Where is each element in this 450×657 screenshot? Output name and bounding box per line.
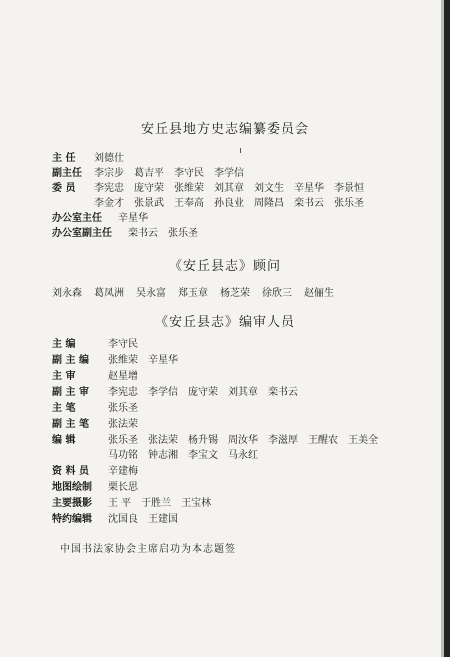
names-list [108,465,148,479]
person-name: 马永红 [228,450,258,461]
person-name: 张法荣 [108,419,138,430]
names-list [94,152,134,166]
person-name: 孙良业 [214,198,244,209]
person-name: 李滋厚 [268,435,298,446]
person-name: 张维荣 [108,355,138,366]
names-list [108,402,148,416]
names-list [108,354,188,368]
person-name: 栾书云 [294,198,324,209]
person-name: 周隆昌 [254,198,284,209]
person-name: 刘德仕 [94,153,124,164]
person-name: 栗长思 [108,482,138,493]
role-label: 主 任 [52,153,76,164]
committee-title: 安丘县地方史志编纂委员会 [140,122,309,137]
person-name: 徐欣三 [262,288,292,299]
advisors-names [52,284,346,299]
person-name: 李宝文 [188,450,218,461]
person-name: 庞守荣 [188,387,218,398]
person-name: 葛凤洲 [94,288,124,299]
names-list [108,370,148,384]
names-list [108,481,148,495]
person-name: 李景恒 [334,183,364,194]
person-name: 杨升锡 [188,435,218,446]
person-name: 王奉高 [174,198,204,209]
person-name: 辛星华 [294,183,324,194]
person-name: 王美全 [348,435,378,446]
names-list [108,434,388,448]
names-list [108,418,148,432]
names-list [108,386,308,400]
person-name: 李守民 [174,168,204,179]
names-list [108,513,188,527]
person-name: 沈国良 [108,514,138,525]
role-label: 地图绘制 [52,482,92,493]
person-name: 张乐圣 [108,435,138,446]
role-label: 主 笔 [52,403,76,414]
advisors-title: 《安丘县志》顾问 [168,259,281,274]
role-label: 编 辑 [52,435,76,446]
person-name: 张乐圣 [108,403,138,414]
person-name: 李宗步 [94,168,124,179]
person-name: 李金才 [94,198,124,209]
person-name: 刘其章 [228,387,258,398]
person-name: 张景武 [134,198,164,209]
person-name: 刘文生 [254,183,284,194]
names-list [108,449,268,463]
person-name: 辛星华 [148,355,178,366]
person-name: 张乐圣 [168,228,198,239]
role-label: 副 主 编 [52,355,89,366]
person-name: 于胜兰 [141,498,172,509]
person-name: 李宪忠 [108,387,138,398]
person-name: 钟志湘 [148,450,178,461]
names-list [94,167,254,181]
person-name: 李宪忠 [94,183,124,194]
person-name: 王醒农 [308,435,338,446]
names-list [128,227,208,241]
person-name: 刘永森 [52,288,82,299]
names-list [108,338,148,352]
person-name: 李守民 [108,339,138,350]
person-name: 李学信 [214,168,244,179]
names-list [94,197,374,211]
person-name: 庞守荣 [134,183,164,194]
role-label: 委 员 [52,183,76,194]
person-name: 张乐圣 [334,198,364,209]
role-label: 特约编辑 [52,514,92,525]
names-list [118,212,158,226]
person-name: 张法荣 [148,435,178,446]
names-list [94,182,374,196]
scan-speck [240,148,241,153]
person-name: 周汝华 [228,435,258,446]
role-label: 主 审 [52,371,76,382]
person-name: 王宝林 [181,498,212,509]
person-name: 张维荣 [174,183,204,194]
person-name: 吴永富 [136,288,166,299]
role-label: 副 主 审 [52,387,89,398]
person-name: 葛吉平 [134,168,164,179]
person-name: 杨芝荣 [220,288,250,299]
person-name: 栾书云 [268,387,298,398]
person-name: 刘其章 [214,183,244,194]
role-label: 资 料 员 [52,466,89,477]
editors-title: 《安丘县志》编审人员 [154,315,295,330]
person-name: 马功铭 [108,450,138,461]
person-name: 辛星华 [118,213,148,224]
calligraphy-credit-note: 中国书法家协会主席启功为本志题签 [60,544,236,555]
names-list [108,497,221,511]
person-name: 王 平 [108,498,132,509]
role-label: 主 编 [52,339,76,350]
person-name: 赵俪生 [304,288,334,299]
role-label: 办公室副主任 [52,228,112,239]
role-label: 副主任 [52,168,82,179]
person-name: 王建国 [148,514,178,525]
role-label: 副 主 笔 [52,419,89,430]
person-name: 郑玉章 [178,288,208,299]
person-name: 辛建梅 [108,466,138,477]
person-name: 赵星增 [108,371,138,382]
person-name: 栾书云 [128,228,158,239]
person-name: 李学信 [148,387,178,398]
role-label: 办公室主任 [52,213,102,224]
role-label: 主要摄影 [52,498,92,509]
